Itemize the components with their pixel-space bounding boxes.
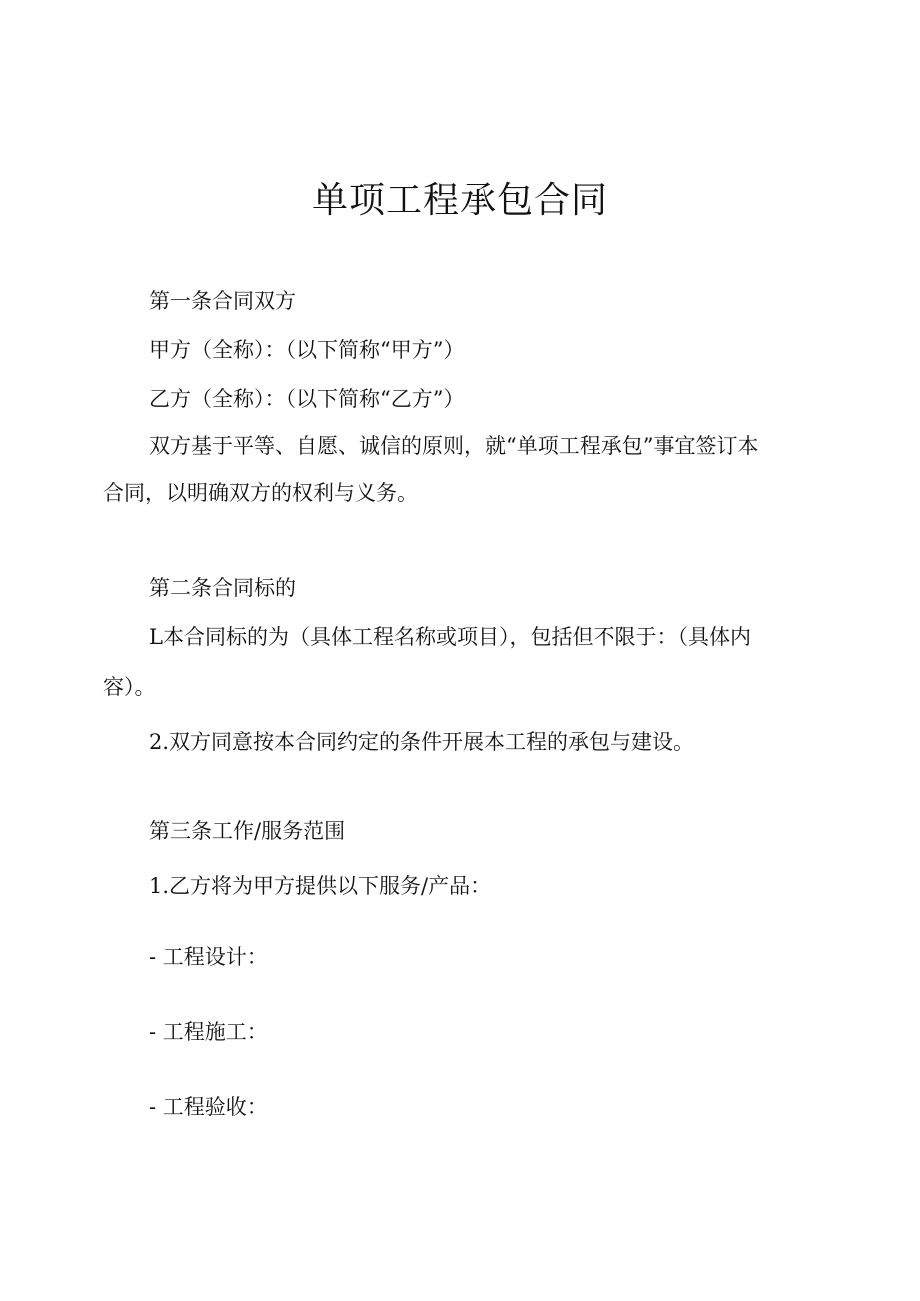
section3-heading: 第三条工作/服务范围 [149,819,346,843]
section2-item1-line1: L本合同标的为（具体工程名称或项目），包括但不限于：（具体内 [149,625,751,649]
document-title: 单项工程承包合同 [311,180,608,221]
bullet-engineering-design: - 工程设计： [149,945,268,969]
party-b-line: 乙方（全称）：（以下简称“乙方”） [149,387,465,411]
bullet-engineering-acceptance: - 工程验收： [149,1095,268,1119]
section3-item1: 1.乙方将为甲方提供以下服务/产品： [149,874,492,898]
bullet-engineering-construction: - 工程施工： [149,1020,268,1044]
section1-heading: 第一条合同双方 [149,289,296,313]
section2-item2: 2.双方同意按本合同约定的条件开展本工程的承包与建设。 [149,730,695,754]
section1-intro-line1: 双方基于平等、自愿、诚信的原则，就“单项工程承包”事宜签订本 [149,434,759,458]
party-a-line: 甲方（全称）：（以下简称“甲方”） [149,338,465,362]
section2-item1-line2: 容）。 [103,675,156,699]
section1-intro-line2: 合同，以明确双方的权利与义务。 [103,481,418,505]
section2-heading: 第二条合同标的 [149,576,296,600]
